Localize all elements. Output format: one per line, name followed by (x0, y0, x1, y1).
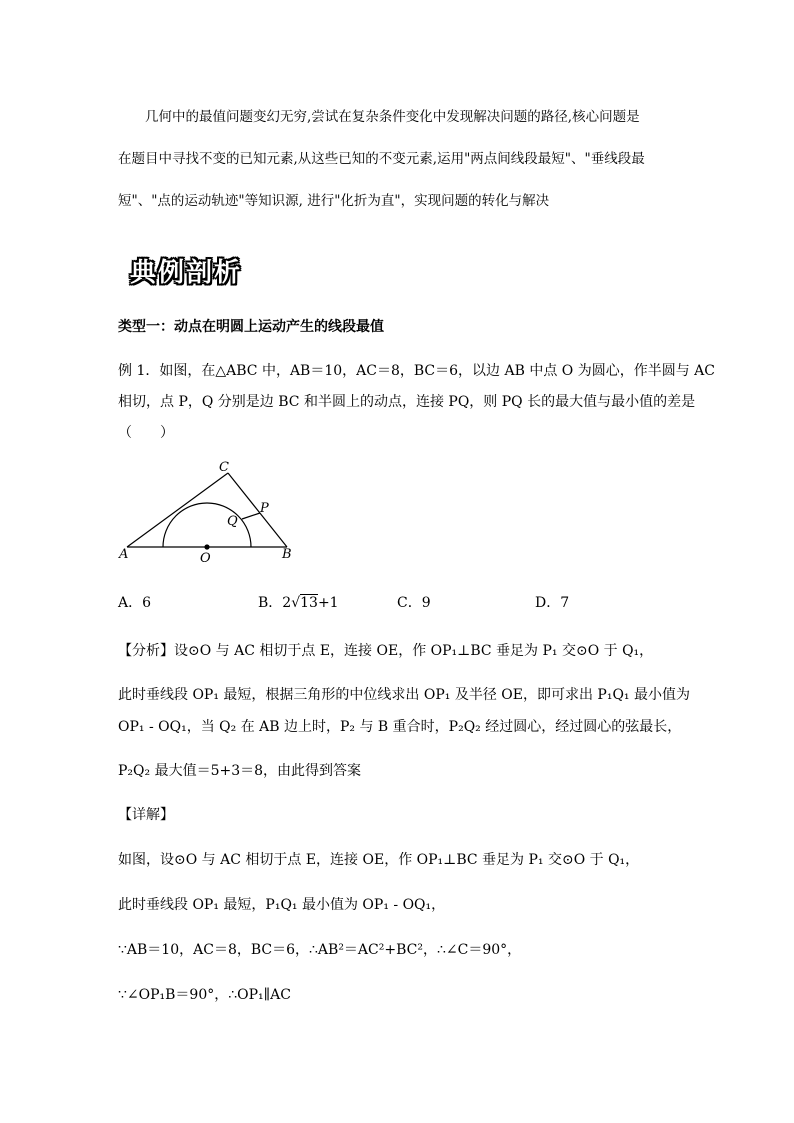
segment-ac (127, 473, 228, 547)
sqrt-icon: √ (291, 595, 301, 611)
option-c: C．9 (397, 595, 431, 611)
analysis-line-2: 此时垂线段 OP₁ 最短，根据三角形的中位线求出 OP₁ 及半径 OE，即可求出 P₁Q₁ 最小值为 (118, 687, 690, 703)
detail-line-4: ∵∠OP₁B＝90°，∴OP₁∥AC (118, 987, 291, 1003)
type-title: 类型一：动点在明圆上运动产生的线段最值 (118, 319, 384, 335)
example-line-2: 相切，点 P，Q 分别是边 BC 和半圆上的动点，连接 PQ，则 PQ 长的最大值与最小值的差是 (118, 394, 696, 410)
analysis-line-1: 【分析】设⊙O 与 AC 相切于点 E，连接 OE，作 OP₁⊥BC 垂足为 P₁ 交⊙O 于 Q₁， (118, 643, 654, 659)
section-heading: 典例剖析 (130, 258, 243, 288)
semicircle (163, 503, 251, 547)
option-d: D．7 (535, 595, 570, 611)
detail-line-3: ∵AB＝10，AC＝8，BC＝6，∴AB²＝AC²+BC²，∴∠C＝90°， (118, 942, 522, 958)
intro-line-3: 短"、"点的运动轨迹"等知识源, 进行"化折为直"，实现问题的转化与解决 (118, 193, 550, 209)
option-b (258, 592, 339, 612)
option-b-radicand: 13 (300, 595, 318, 611)
option-a: A．6 (118, 595, 152, 611)
geometry-figure (115, 455, 305, 570)
label-b: B (282, 547, 292, 562)
detail-line-2: 此时垂线段 OP₁ 最短，P₁Q₁ 最小值为 OP₁ - OQ₁， (118, 897, 446, 913)
analysis-line-3: OP₁ - OQ₁，当 Q₂ 在 AB 边上时，P₂ 与 B 重合时，P₂Q₂ 经过圆心，经过圆心的弦最长， (118, 719, 682, 735)
label-p: P (260, 501, 269, 516)
detail-label: 【详解】 (118, 807, 174, 823)
segment-bc (228, 473, 287, 547)
segment-pq (242, 513, 260, 519)
point-o (204, 544, 209, 549)
option-b-prefix: B．2 (258, 595, 292, 611)
option-b-suffix: +1 (317, 595, 339, 611)
example-line-3: （ ） (118, 425, 174, 441)
label-o: O (200, 551, 211, 566)
example-line-1: 例 1．如图，在△ABC 中，AB＝10，AC＝8，BC＝6，以边 AB 中点 O 为圆心，作半圆与 AC (118, 363, 716, 379)
analysis-line-4: P₂Q₂ 最大值＝5+3＝8，由此得到答案 (118, 763, 362, 779)
label-q: Q (227, 514, 238, 529)
detail-line-1: 如图，设⊙O 与 AC 相切于点 E，连接 OE，作 OP₁⊥BC 垂足为 P₁ 交⊙O 于 Q₁， (118, 852, 640, 868)
label-c: C (219, 460, 229, 475)
intro-line-2: 在题目中寻找不变的已知元素,从这些已知的不变元素,运用"两点间线段最短"、"垂线段最 (118, 151, 645, 167)
label-a: A (119, 547, 129, 562)
intro-line-1: 几何中的最值问题变幻无穷,尝试在复杂条件变化中发现解决问题的路径,核心问题是 (145, 109, 640, 125)
